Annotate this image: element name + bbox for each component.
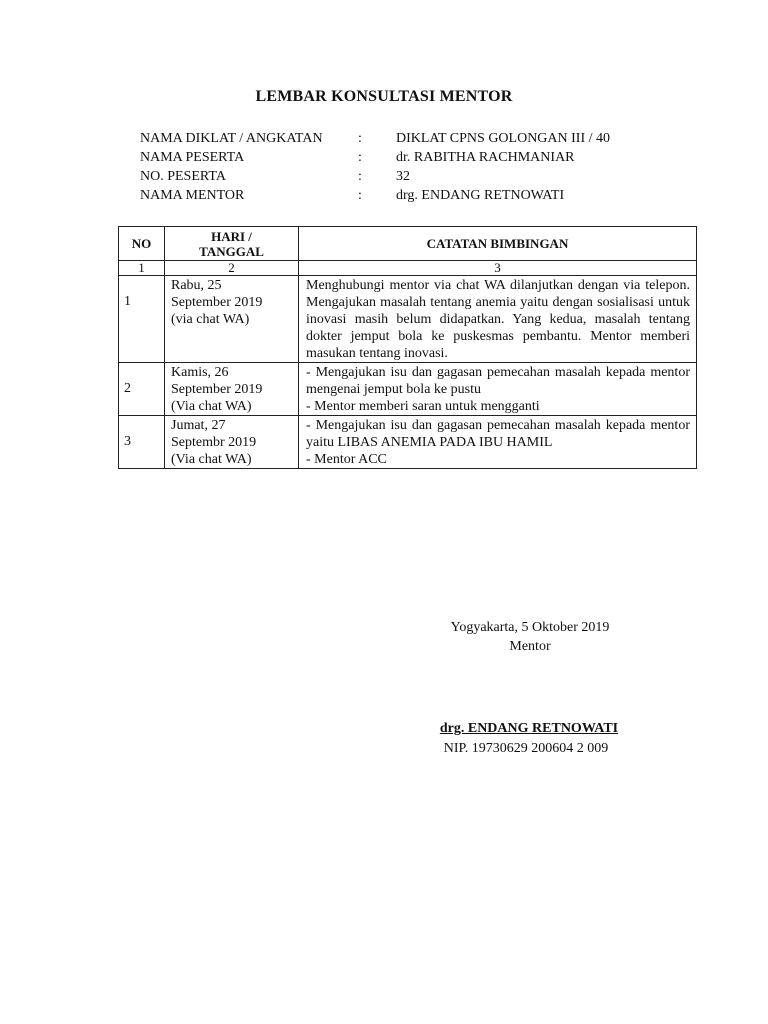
row-number: 1	[119, 276, 165, 363]
info-label: NAMA PESERTA	[140, 150, 245, 165]
consultation-table	[118, 226, 697, 469]
note-line: - Mengajukan isu dan gagasan pemecahan masalah kepada mentor mengenai jemput bola ke pustu	[306, 365, 690, 397]
note-line: - Mentor ACC	[306, 452, 387, 467]
info-label: NAMA MENTOR	[140, 188, 245, 203]
table-header-row	[119, 227, 697, 261]
header-no: NO	[119, 227, 165, 261]
signature-name: drg. ENDANG RETNOWATI	[439, 721, 619, 736]
info-row-peserta	[140, 148, 660, 167]
table-row	[119, 416, 697, 469]
column-index: 3	[299, 261, 697, 276]
note-line: - Mengajukan isu dan gagasan pemecahan masalah kepada mentor yaitu LIBAS ANEMIA PADA IBU HAMIL	[306, 418, 690, 450]
info-value: DIKLAT CPNS GOLONGAN III / 40	[396, 131, 611, 146]
date-line: Jumat, 27	[171, 418, 226, 433]
column-index: 1	[119, 261, 165, 276]
participant-info	[140, 129, 660, 205]
info-value: dr. RABITHA RACHMANIAR	[396, 150, 575, 165]
info-colon: :	[358, 169, 362, 184]
info-colon: :	[358, 188, 362, 203]
header-notes: CATATAN BIMBINGAN	[299, 227, 697, 261]
info-row-diklat	[140, 129, 660, 148]
header-date-line2: TANGGAL	[199, 243, 264, 259]
row-date	[165, 416, 299, 469]
signature-nip: NIP. 19730629 200604 2 009	[443, 741, 609, 756]
row-number: 2	[119, 363, 165, 416]
signature-role: Mentor	[509, 639, 551, 654]
table-row	[119, 276, 697, 363]
date-line: September 2019	[171, 295, 263, 310]
table-row	[119, 363, 697, 416]
note-line: Menghubungi mentor via chat WA dilanjutkan dengan via telepon. Mengajukan masalah tentang anemia yaitu dengan sosialisasi untuk inovasi masih belum didapatkan. Yang kedua, masalah tentang dokter jemput bola ke puskesmas pembantu. Mentor memberi masukan tentang inovasi.	[306, 278, 690, 361]
date-line: (Via chat WA)	[171, 452, 252, 467]
info-label: NAMA DIKLAT / ANGKATAN	[140, 131, 323, 146]
column-index-row	[119, 261, 697, 276]
date-line: (Via chat WA)	[171, 399, 252, 414]
row-number: 3	[119, 416, 165, 469]
row-date	[165, 363, 299, 416]
date-line: September 2019	[171, 382, 263, 397]
column-index: 2	[165, 261, 299, 276]
note-line: - Mentor memberi saran untuk mengganti	[306, 399, 540, 414]
info-row-no-peserta	[140, 167, 660, 186]
row-notes	[299, 276, 697, 363]
info-value: 32	[396, 169, 410, 184]
row-date	[165, 276, 299, 363]
row-notes	[299, 363, 697, 416]
date-line: Rabu, 25	[171, 278, 222, 293]
info-value: drg. ENDANG RETNOWATI	[396, 188, 565, 203]
header-date	[165, 227, 299, 261]
signature-place-date: Yogyakarta, 5 Oktober 2019	[450, 620, 610, 635]
info-colon: :	[358, 131, 362, 146]
header-date-line1: HARI /	[211, 228, 252, 244]
date-line: Kamis, 26	[171, 365, 229, 380]
info-label: NO. PESERTA	[140, 169, 226, 184]
info-colon: :	[358, 150, 362, 165]
row-notes	[299, 416, 697, 469]
date-line: (via chat WA)	[171, 312, 250, 327]
info-row-mentor	[140, 186, 660, 205]
document-title: LEMBAR KONSULTASI MENTOR	[255, 88, 513, 105]
date-line: Septembr 2019	[171, 435, 257, 450]
